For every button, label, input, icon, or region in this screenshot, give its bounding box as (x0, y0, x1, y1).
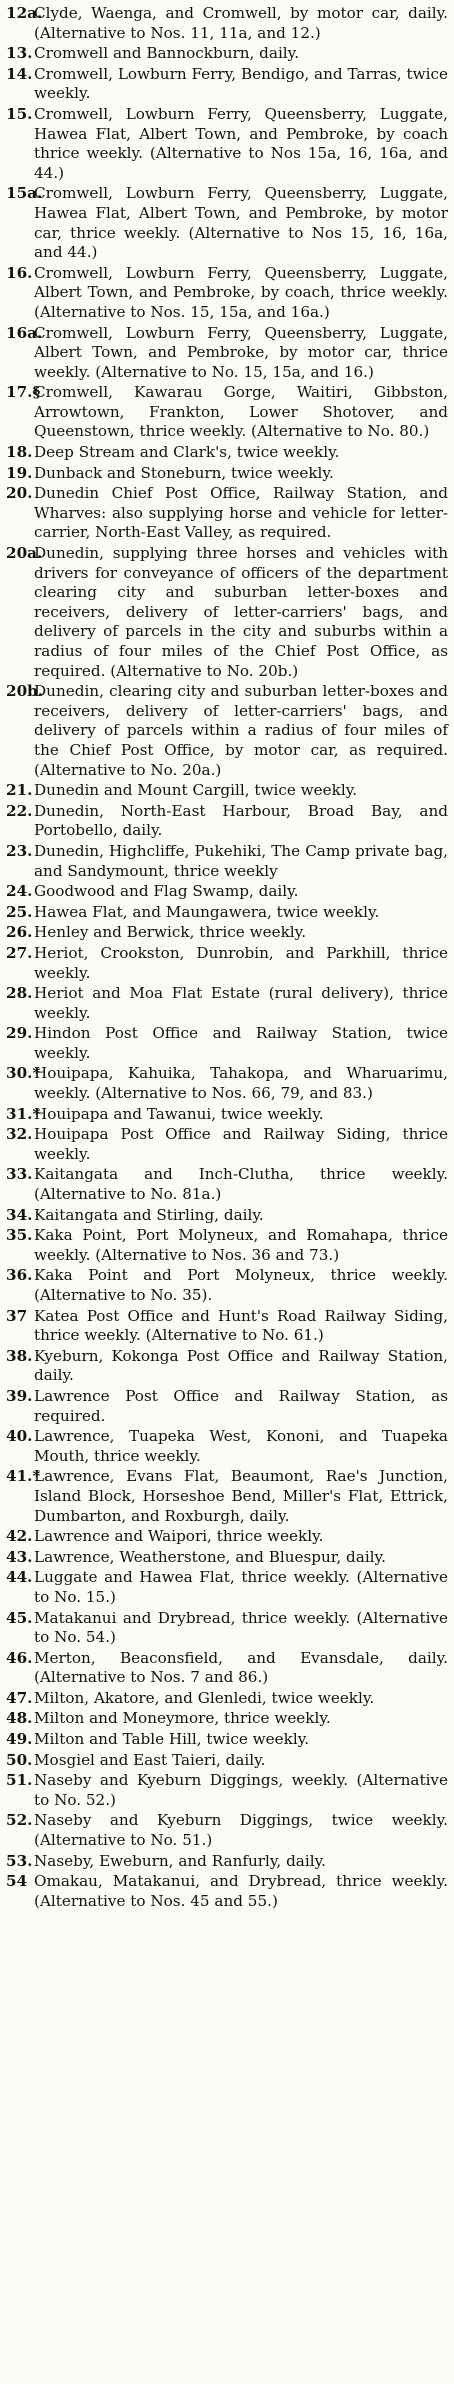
entry-number: 15. (6, 104, 33, 123)
contract-entry (6, 842, 448, 881)
entry-number: 34. (6, 1205, 33, 1224)
entry-number: 19. (6, 463, 33, 482)
contract-entry (6, 184, 448, 262)
entry-number: 16. (6, 263, 33, 282)
entry-number: 23. (6, 841, 33, 860)
entry-number: 37 (6, 1306, 28, 1325)
entry-text: Cromwell, Lowburn Ferry, Bendigo, and Tarras, twice weekly. (34, 64, 448, 103)
entry-text: Dunedin, clearing city and suburban letter-boxes and receivers, delivery of letter-carriers' bags, and delivery of parcels within a radius of four miles of the Chief Post Office, by motor car, as required. (Alternative to No. 20a.) (34, 682, 448, 779)
contract-entry (6, 781, 448, 801)
entry-text: Naseby, Eweburn, and Ranfurly, daily. (34, 1851, 326, 1870)
entry-number: 17.§ (6, 383, 41, 402)
entry-text: Cromwell, Kawarau Gorge, Waitiri, Gibbston, Arrowtown, Frankton, Lower Shotover, and Queenstown, thrice weekly. (Alternative to No. 80.) (34, 383, 448, 441)
entry-number: 38. (6, 1346, 33, 1365)
entry-text: Houipapa Post Office and Railway Siding, thrice weekly. (34, 1125, 448, 1163)
entry-number: 47. (6, 1688, 33, 1707)
entry-number: 49. (6, 1730, 33, 1749)
entry-text: Dunedin, North-East Harbour, Broad Bay, and Portobello, daily. (34, 801, 448, 840)
contract-entry (6, 484, 448, 543)
contract-entry (6, 682, 448, 780)
entry-text: Milton and Moneymore, thrice weekly. (34, 1709, 331, 1728)
entry-number: 41.* (6, 1467, 41, 1486)
contract-entry (6, 1206, 448, 1226)
entry-text: Kaka Point, Port Molyneux, and Romahapa, thrice weekly. (Alternative to Nos. 36 and 73.) (34, 1226, 448, 1264)
contract-entry (6, 443, 448, 463)
entry-text: Heriot and Moa Flat Estate (rural delivery), thrice weekly. (34, 984, 448, 1022)
entry-number: 22. (6, 801, 33, 820)
entry-number: 13. (6, 44, 33, 63)
entry-text: Cromwell, Lowburn Ferry, Queensberry, Luggate, Albert Town, and Pembroke, by coach, thrice weekly. (Alternative to Nos. 15, 15a, and 16a.) (34, 263, 448, 321)
entry-text: Katea Post Office and Hunt's Road Railway Siding, thrice weekly. (Alternative to No. 61.) (34, 1306, 448, 1345)
contract-entry (6, 1226, 448, 1265)
entry-number: 42. (6, 1527, 33, 1546)
entry-number: 44. (6, 1568, 33, 1587)
contract-entry (6, 1771, 448, 1810)
entry-text: Naseby and Kyeburn Diggings, twice weekly. (Alternative to No. 51.) (34, 1811, 448, 1850)
contract-entry (6, 944, 448, 983)
entry-text: Hindon Post Office and Railway Station, twice weekly. (34, 1024, 448, 1062)
contract-entry (6, 464, 448, 484)
contract-entry (6, 324, 448, 383)
entry-number: 20. (6, 484, 33, 503)
contract-entry (6, 882, 448, 902)
entry-number: 40. (6, 1427, 33, 1446)
entry-number: 25. (6, 902, 33, 921)
entry-number: 26. (6, 923, 33, 942)
entry-text: Milton and Table Hill, twice weekly. (34, 1730, 310, 1749)
entry-text: Dunedin, Highcliffe, Pukehiki, The Camp private bag, and Sandymount, thrice weekly (34, 841, 448, 880)
entry-number: 33. (6, 1165, 33, 1184)
contract-entry (6, 1266, 448, 1305)
entry-text: Houipapa, Kahuika, Tahakopa, and Wharuarimu, weekly. (Alternative to Nos. 66, 79, and 83.) (34, 1064, 448, 1103)
entry-number: 20b. (6, 682, 44, 701)
entry-text: Deep Stream and Clark's, twice weekly. (34, 443, 340, 462)
contract-entry (6, 903, 448, 923)
contract-entry (6, 1649, 448, 1688)
contract-entry (6, 44, 448, 64)
entry-text: Cromwell, Lowburn Ferry, Queensberry, Luggate, Hawea Flat, Albert Town, and Pembroke, by motor car, thrice weekly. (Alternative to Nos 15, 16, 16a, and 44.) (34, 184, 448, 262)
entry-number: 16a. (6, 323, 43, 342)
contract-entry (6, 65, 448, 104)
entry-number: 43. (6, 1547, 33, 1566)
entry-number: 46. (6, 1648, 33, 1667)
entry-text: Mosgiel and East Taieri, daily. (34, 1750, 266, 1769)
entry-number: 24. (6, 882, 33, 901)
entry-number: 54 (6, 1872, 28, 1891)
entry-number: 30.* (6, 1064, 41, 1083)
contract-entry (6, 1568, 448, 1607)
entry-text: Lawrence, Weatherstone, and Bluespur, daily. (34, 1547, 386, 1566)
entry-number: 36. (6, 1266, 33, 1285)
entry-number: 45. (6, 1608, 33, 1627)
entry-number: 14. (6, 64, 33, 83)
contract-entry (6, 1387, 448, 1426)
entry-number: 51. (6, 1771, 33, 1790)
contract-entry (6, 1548, 448, 1568)
contract-entry (6, 1105, 448, 1125)
contract-entry (6, 1165, 448, 1204)
entry-number: 12a. (6, 4, 43, 22)
entry-text: Omakau, Matakanui, and Drybread, thrice weekly. (Alternative to Nos. 45 and 55.) (34, 1872, 448, 1910)
contract-entry (6, 1024, 448, 1063)
entry-text: Dunedin, supplying three horses and vehicles with drivers for conveyance of officers of the department clearing city and suburban letter-boxes and receivers, delivery of letter-carriers' bags, and delivery of parcels in the city and suburbs within a radius of four miles of the Chief Post Office, as required. (Alternative to No. 20b.) (34, 544, 448, 680)
contract-entry (6, 1852, 448, 1872)
entry-text: Lawrence Post Office and Railway Station, as required. (34, 1386, 448, 1425)
contract-entry (6, 1467, 448, 1526)
entry-number: 18. (6, 443, 33, 462)
contract-entry (6, 4, 448, 43)
contract-entry (6, 1527, 448, 1547)
contract-entry (6, 1064, 448, 1103)
entry-text: Cromwell, Lowburn Ferry, Queensberry, Luggate, Hawea Flat, Albert Town, and Pembroke, by coach thrice weekly. (Alternative to Nos 15a, 16, 16a, and 44.) (34, 104, 448, 182)
entry-number: 27. (6, 943, 33, 962)
entry-text: Clyde, Waenga, and Cromwell, by motor car, daily. (Alternative to Nos. 11, 11a, and 12.) (34, 4, 448, 42)
entry-number: 28. (6, 984, 33, 1003)
contract-entry (6, 1751, 448, 1771)
entry-text: Goodwood and Flag Swamp, daily. (34, 882, 299, 901)
contract-entry (6, 984, 448, 1023)
contract-entry (6, 923, 448, 943)
entry-text: Lawrence and Waipori, thrice weekly. (34, 1527, 324, 1546)
mail-contract-list (6, 4, 448, 1911)
contract-entry (6, 544, 448, 681)
entry-text: Milton, Akatore, and Glenledi, twice weekly. (34, 1688, 375, 1707)
contract-entry (6, 105, 448, 183)
entry-text: Kaitangata and Stirling, daily. (34, 1205, 264, 1224)
entry-text: Dunedin Chief Post Office, Railway Station, and Wharves: also supplying horse and vehicle for letter-carrier, North-East Valley, as required. (34, 484, 448, 542)
entry-text: Merton, Beaconsfield, and Evansdale, daily. (Alternative to Nos. 7 and 86.) (34, 1648, 448, 1687)
contract-entry (6, 1689, 448, 1709)
entry-text: Cromwell, Lowburn Ferry, Queensberry, Luggate, Albert Town, and Pembroke, by motor car, thrice weekly. (Alternative to No. 15, 15a, and 16.) (34, 323, 448, 381)
contract-entry (6, 1125, 448, 1164)
entry-text: Kaka Point and Port Molyneux, thrice weekly. (Alternative to No. 35). (34, 1266, 448, 1304)
entry-number: 50. (6, 1750, 33, 1769)
entry-number: 21. (6, 781, 33, 800)
contract-entry (6, 1609, 448, 1648)
entry-number: 52. (6, 1811, 33, 1830)
entry-text: Kyeburn, Kokonga Post Office and Railway Station, daily. (34, 1346, 448, 1385)
entry-number: 48. (6, 1709, 33, 1728)
entry-text: Naseby and Kyeburn Diggings, weekly. (Alternative to No. 52.) (34, 1771, 448, 1809)
contract-entry (6, 383, 448, 442)
contract-entry (6, 1347, 448, 1386)
entry-text: Houipapa and Tawanui, twice weekly. (34, 1104, 324, 1123)
entry-number: 15a. (6, 184, 43, 203)
entry-text: Henley and Berwick, thrice weekly. (34, 923, 307, 942)
entry-number: 20a. (6, 544, 43, 563)
entry-number: 32. (6, 1125, 33, 1144)
entry-text: Heriot, Crookston, Dunrobin, and Parkhill, thrice weekly. (34, 943, 448, 982)
entry-number: 31.* (6, 1104, 41, 1123)
entry-text: Hawea Flat, and Maungawera, twice weekly. (34, 902, 380, 921)
entry-text: Cromwell and Bannockburn, daily. (34, 44, 300, 63)
contract-entry (6, 1730, 448, 1750)
entry-number: 39. (6, 1386, 33, 1405)
contract-entry (6, 1811, 448, 1850)
contract-entry (6, 802, 448, 841)
contract-entry (6, 1709, 448, 1729)
entry-text: Kaitangata and Inch-Clutha, thrice weekly. (Alternative to No. 81a.) (34, 1165, 448, 1204)
contract-entry (6, 1427, 448, 1466)
entry-text: Lawrence, Tuapeka West, Kononi, and Tuapeka Mouth, thrice weekly. (34, 1427, 448, 1465)
entry-text: Lawrence, Evans Flat, Beaumont, Rae's Junction, Island Block, Horseshoe Bend, Miller's Flat, Ettrick, Dumbarton, and Roxburgh, daily. (34, 1467, 448, 1525)
contract-entry (6, 1307, 448, 1346)
entry-number: 29. (6, 1024, 33, 1043)
entry-text: Matakanui and Drybread, thrice weekly. (Alternative to No. 54.) (34, 1608, 448, 1647)
contract-entry (6, 1872, 448, 1911)
entry-number: 35. (6, 1226, 33, 1245)
contract-entry (6, 264, 448, 323)
entry-text: Dunedin and Mount Cargill, twice weekly. (34, 781, 358, 800)
entry-text: Luggate and Hawea Flat, thrice weekly. (Alternative to No. 15.) (34, 1568, 448, 1606)
entry-number: 53. (6, 1851, 33, 1870)
entry-text: Dunback and Stoneburn, twice weekly. (34, 463, 334, 482)
